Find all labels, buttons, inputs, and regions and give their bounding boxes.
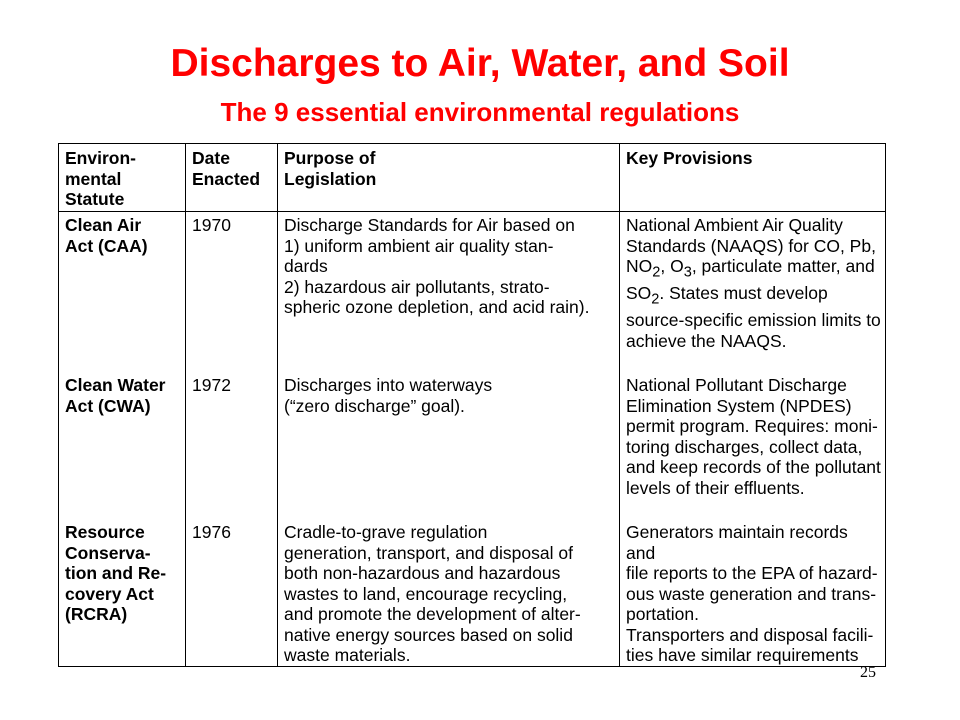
subscript: 2	[651, 291, 660, 308]
subscript: 3	[683, 264, 692, 281]
slide-subtitle: The 9 essential environmental regulations	[220, 97, 740, 127]
date-cell: 1970	[186, 212, 278, 373]
subscript: 2	[652, 264, 661, 281]
provisions-text: . States must develop source-specific emission limits to achieve the NAAQS.	[626, 283, 881, 351]
provisions-cell	[620, 212, 886, 373]
header-key-provisions: Key Provisions	[620, 144, 886, 212]
header-statute: Environ- mental Statute	[59, 144, 186, 212]
header-date-enacted: Date Enacted	[186, 144, 278, 212]
provisions-text: National Ambient Air Quality Standards (NAAQS) for CO, Pb, NO	[626, 215, 876, 276]
purpose-cell: Discharges into waterways (“zero discharge” goal).	[278, 372, 620, 519]
statute-cell: Clean Water Act (CWA)	[59, 372, 186, 519]
table-header-row	[59, 144, 886, 212]
table-row-caa	[59, 212, 886, 373]
provisions-cell: Generators maintain records and file reports to the EPA of hazard- ous waste generation and trans- portation. Transporters and disposal facili- ties have similar requirements	[620, 519, 886, 666]
purpose-cell: Cradle-to-grave regulation generation, transport, and disposal of both non-hazardous and hazardous wastes to land, encourage recycling, and promote the development of alter- native energy sources based on solid waste materials.	[278, 519, 620, 666]
table-row-rcra	[59, 519, 886, 666]
regulations-table	[58, 143, 886, 667]
table-row-cwa	[59, 372, 886, 519]
date-cell: 1972	[186, 372, 278, 519]
page-number: 25	[860, 664, 876, 681]
date-cell: 1976	[186, 519, 278, 666]
header-purpose: Purpose of Legislation	[278, 144, 620, 212]
provisions-cell: National Pollutant Discharge Elimination System (NPDES) permit program. Requires: moni- toring discharges, collect data, and keep records of the pollutant levels of their effluents.	[620, 372, 886, 519]
statute-cell: Resource Conserva- tion and Re- covery Act (RCRA)	[59, 519, 186, 666]
provisions-text: , O	[660, 256, 684, 276]
slide-title: Discharges to Air, Water, and Soil	[170, 42, 790, 85]
purpose-cell: Discharge Standards for Air based on 1) uniform ambient air quality stan- dards 2) hazardous air pollutants, strato- spheric ozone depletion, and acid rain).	[278, 212, 620, 373]
provisions-text: , particulate matter, and SO	[626, 256, 875, 303]
statute-cell: Clean Air Act (CAA)	[59, 212, 186, 373]
